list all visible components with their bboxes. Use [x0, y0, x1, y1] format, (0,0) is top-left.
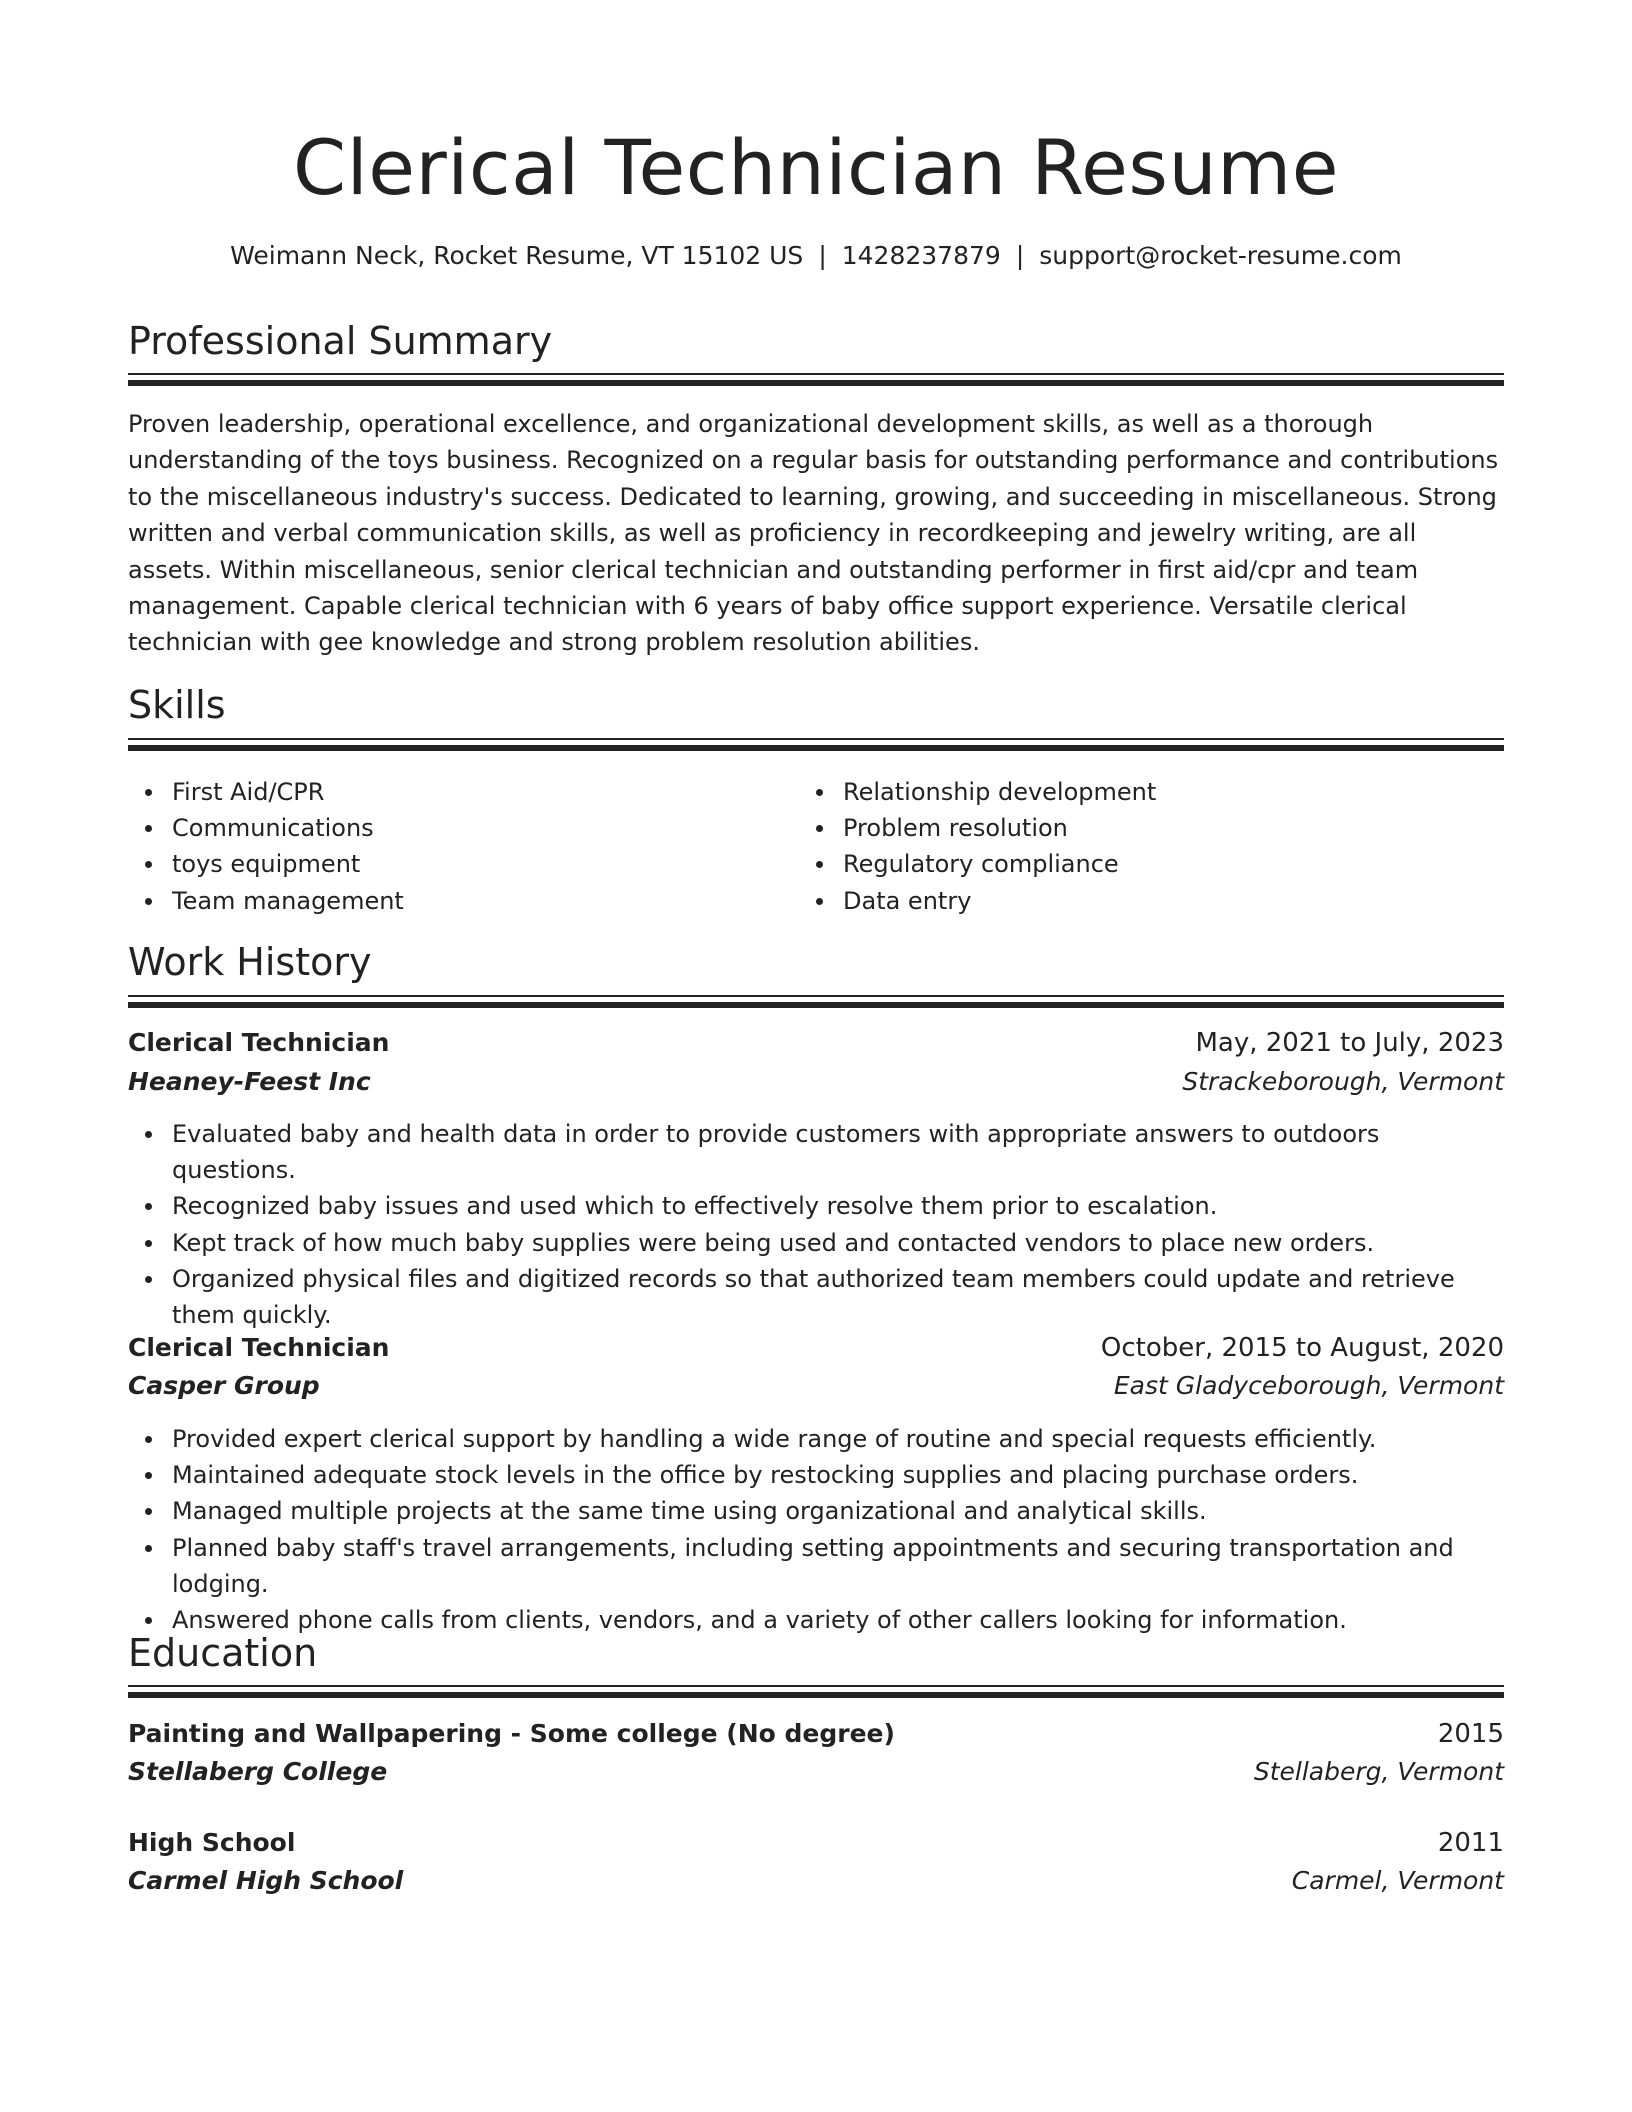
contact-separator: |	[1015, 241, 1025, 270]
job-header	[128, 1024, 1504, 1062]
job-duty-item: Organized physical files and digitized records so that authorized team members could update and retrieve them quickly.	[172, 1261, 1504, 1333]
skills-column-left	[128, 774, 808, 919]
education-year: 2015	[1437, 1719, 1504, 1749]
education-subheader	[128, 1753, 1504, 1791]
job-subheader	[128, 1063, 1504, 1101]
section-title-skills: Skills	[128, 683, 226, 727]
contact-phone: 1428237879	[841, 241, 1001, 270]
job-duty-item: Kept track of how much baby supplies were being used and contacted vendors to place new orders.	[172, 1225, 1504, 1261]
skills-list-left	[128, 774, 808, 919]
job-duty-item: Maintained adequate stock levels in the office by restocking supplies and placing purchase orders.	[172, 1457, 1504, 1493]
job-dates: May, 2021 to July, 2023	[1195, 1028, 1504, 1058]
job-duties	[128, 1421, 1504, 1638]
job-duty-item: Provided expert clerical support by handling a wide range of routine and special requests efficiently.	[172, 1421, 1504, 1457]
education-school: Stellaberg College	[128, 1757, 388, 1786]
contact-line	[128, 238, 1504, 274]
contact-email: support@rocket-resume.com	[1039, 241, 1402, 270]
job-header	[128, 1329, 1504, 1367]
contact-separator: |	[818, 241, 827, 270]
job-company: Heaney-Feest Inc	[128, 1067, 371, 1096]
education-degree: High School	[128, 1828, 296, 1857]
job-duty-item: Evaluated baby and health data in order to provide customers with appropriate answers to outdoors questions.	[172, 1116, 1504, 1188]
job-company: Casper Group	[128, 1371, 320, 1400]
skill-item: Data entry	[843, 883, 1479, 919]
education-degree: Painting and Wallpapering - Some college (No degree)	[128, 1719, 895, 1748]
job-title: Clerical Technician	[128, 1333, 390, 1362]
education-year: 2011	[1437, 1828, 1504, 1858]
section-title-summary: Professional Summary	[128, 319, 553, 363]
skill-item: toys equipment	[172, 846, 808, 882]
education-location: Stellaberg, Vermont	[1253, 1757, 1504, 1786]
job-title: Clerical Technician	[128, 1028, 390, 1057]
summary-text: Proven leadership, operational excellence, and organizational development skills, as well as a thorough understanding of the toys business. Recognized on a regular basis for outstanding performance and contributions to the miscellaneous industry's success. Dedicated to learning, growing, and succeeding in miscellaneous. Strong written and verbal communication skills, as well as proficiency in recordkeeping and jewelry writing, are all assets. Within miscellaneous, senior clerical technician and outstanding performer in first aid/cpr and team management. Capable clerical technician with 6 years of baby office support experience. Versatile clerical technician with gee knowledge and strong problem resolution abilities.	[128, 410, 1499, 657]
education-location: Carmel, Vermont	[1291, 1866, 1504, 1895]
skill-item: Communications	[172, 810, 808, 846]
skill-item: Regulatory compliance	[843, 846, 1479, 882]
job-location: Strackeborough, Vermont	[1182, 1067, 1504, 1096]
skill-item: First Aid/CPR	[172, 774, 808, 810]
job-duty-item: Recognized baby issues and used which to effectively resolve them prior to escalation.	[172, 1188, 1504, 1224]
job-duties-list	[128, 1116, 1504, 1333]
skill-item: Relationship development	[843, 774, 1479, 810]
skills-list-right	[799, 774, 1479, 919]
education-subheader	[128, 1862, 1504, 1900]
section-divider	[128, 738, 1504, 751]
job-duties-list	[128, 1421, 1504, 1638]
skill-item: Team management	[172, 883, 808, 919]
section-title-education: Education	[128, 1631, 318, 1675]
job-duty-item: Answered phone calls from clients, vendors, and a variety of other callers looking for information.	[172, 1602, 1504, 1638]
job-location: East Gladyceborough, Vermont	[1113, 1371, 1504, 1400]
education-header	[128, 1824, 1504, 1862]
job-duty-item: Planned baby staff's travel arrangements, including setting appointments and securing transportation and lodging.	[172, 1530, 1504, 1602]
section-divider	[128, 995, 1504, 1008]
skills-column-right	[799, 774, 1479, 919]
resume-title: Clerical Technician Resume	[293, 123, 1339, 212]
section-title-work: Work History	[128, 940, 372, 984]
contact-address: Weimann Neck, Rocket Resume, VT 15102 US	[230, 241, 804, 270]
skill-item: Problem resolution	[843, 810, 1479, 846]
job-dates: October, 2015 to August, 2020	[1100, 1333, 1504, 1363]
job-duties	[128, 1116, 1504, 1333]
section-divider	[128, 373, 1504, 386]
section-divider	[128, 1685, 1504, 1698]
job-duty-item: Managed multiple projects at the same time using organizational and analytical skills.	[172, 1493, 1504, 1529]
education-header	[128, 1715, 1504, 1753]
job-subheader	[128, 1367, 1504, 1405]
education-school: Carmel High School	[128, 1866, 404, 1895]
